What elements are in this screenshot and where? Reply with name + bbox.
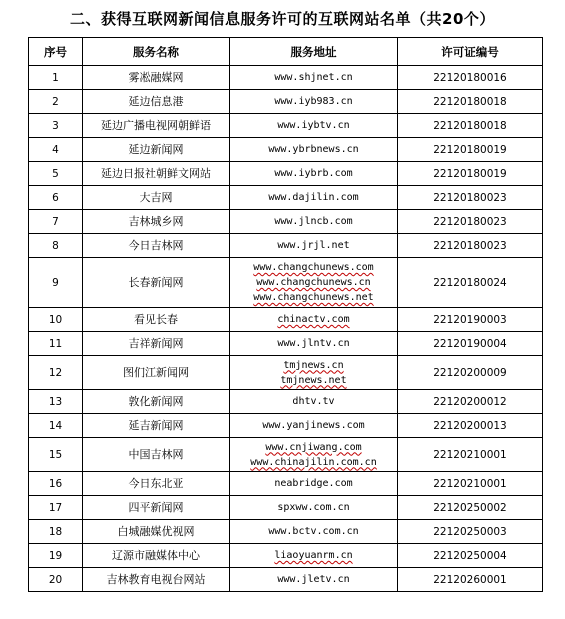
cell-service-name: 吉祥新闻网 bbox=[83, 332, 230, 356]
cell-service-address bbox=[230, 308, 398, 332]
service-url: neabridge.com bbox=[274, 478, 353, 489]
cell-license-number: 22120180023 bbox=[398, 186, 543, 210]
service-url: www.cnjiwang.com bbox=[265, 441, 362, 453]
table-row bbox=[29, 90, 543, 114]
cell-service-address bbox=[230, 520, 398, 544]
table-row bbox=[29, 308, 543, 332]
cell-no: 17 bbox=[29, 496, 83, 520]
header-license-number: 许可证编号 bbox=[398, 38, 543, 66]
cell-no: 5 bbox=[29, 162, 83, 186]
cell-license-number: 22120250003 bbox=[398, 520, 543, 544]
cell-service-name: 图们江新闻网 bbox=[83, 356, 230, 390]
cell-no: 11 bbox=[29, 332, 83, 356]
cell-no: 15 bbox=[29, 438, 83, 472]
table-row bbox=[29, 438, 543, 472]
service-url: www.iybtv.cn bbox=[277, 120, 350, 131]
cell-service-name: 辽源市融媒体中心 bbox=[83, 544, 230, 568]
cell-service-name: 雾凇融媒网 bbox=[83, 66, 230, 90]
cell-license-number: 22120180023 bbox=[398, 234, 543, 258]
cell-service-name: 延边信息港 bbox=[83, 90, 230, 114]
cell-license-number: 22120180024 bbox=[398, 258, 543, 308]
service-url: chinactv.com bbox=[277, 314, 350, 325]
service-url: www.changchunews.com bbox=[253, 262, 374, 273]
service-url: www.jlntv.cn bbox=[277, 338, 350, 349]
service-url: liaoyuanrm.cn bbox=[274, 550, 353, 561]
cell-no: 1 bbox=[29, 66, 83, 90]
cell-service-address bbox=[230, 544, 398, 568]
cell-license-number: 22120190003 bbox=[398, 308, 543, 332]
cell-license-number: 22120250004 bbox=[398, 544, 543, 568]
cell-no: 9 bbox=[29, 258, 83, 308]
table-row bbox=[29, 234, 543, 258]
table-row bbox=[29, 520, 543, 544]
cell-license-number: 22120200013 bbox=[398, 414, 543, 438]
header-service-name: 服务名称 bbox=[83, 38, 230, 66]
cell-license-number: 22120210001 bbox=[398, 438, 543, 472]
table-body bbox=[29, 66, 543, 592]
cell-service-address bbox=[230, 568, 398, 592]
cell-license-number: 22120180018 bbox=[398, 90, 543, 114]
license-table bbox=[28, 37, 543, 592]
cell-license-number: 22120180019 bbox=[398, 138, 543, 162]
service-url: www.chinajilin.com.cn bbox=[250, 456, 377, 468]
service-url: www.jlncb.com bbox=[274, 216, 353, 227]
service-url: www.iyb983.cn bbox=[274, 96, 353, 107]
table-row bbox=[29, 544, 543, 568]
table-row bbox=[29, 66, 543, 90]
cell-service-address bbox=[230, 114, 398, 138]
service-url: dhtv.tv bbox=[292, 396, 335, 407]
cell-no: 6 bbox=[29, 186, 83, 210]
cell-service-name: 延边日报社朝鲜文网站 bbox=[83, 162, 230, 186]
cell-service-address bbox=[230, 138, 398, 162]
cell-license-number: 22120210001 bbox=[398, 472, 543, 496]
cell-license-number: 22120200012 bbox=[398, 390, 543, 414]
header-no: 序号 bbox=[29, 38, 83, 66]
cell-service-name: 延边新闻网 bbox=[83, 138, 230, 162]
cell-no: 14 bbox=[29, 414, 83, 438]
table-row bbox=[29, 258, 543, 308]
cell-service-address bbox=[230, 162, 398, 186]
service-url: www.iybrb.com bbox=[274, 168, 353, 179]
cell-license-number: 22120180019 bbox=[398, 162, 543, 186]
cell-no: 20 bbox=[29, 568, 83, 592]
cell-no: 19 bbox=[29, 544, 83, 568]
service-url: www.ybrbnews.cn bbox=[268, 144, 359, 155]
cell-service-name: 延吉新闻网 bbox=[83, 414, 230, 438]
table-row bbox=[29, 472, 543, 496]
cell-license-number: 22120180023 bbox=[398, 210, 543, 234]
table-row bbox=[29, 186, 543, 210]
cell-no: 13 bbox=[29, 390, 83, 414]
table-row bbox=[29, 210, 543, 234]
service-url: tmjnews.net bbox=[280, 374, 347, 386]
service-url: www.changchunews.cn bbox=[256, 277, 371, 288]
cell-no: 2 bbox=[29, 90, 83, 114]
service-url: www.shjnet.cn bbox=[274, 72, 353, 83]
cell-service-name: 白城融媒优视网 bbox=[83, 520, 230, 544]
service-url: spxww.com.cn bbox=[277, 502, 350, 513]
service-url: www.yanjinews.com bbox=[262, 420, 365, 431]
table-row bbox=[29, 114, 543, 138]
cell-no: 4 bbox=[29, 138, 83, 162]
cell-no: 10 bbox=[29, 308, 83, 332]
table-header-row bbox=[29, 38, 543, 66]
cell-service-address bbox=[230, 234, 398, 258]
table-row bbox=[29, 356, 543, 390]
service-url: tmjnews.cn bbox=[283, 359, 344, 371]
cell-service-address bbox=[230, 356, 398, 390]
table-row bbox=[29, 332, 543, 356]
cell-service-name: 敦化新闻网 bbox=[83, 390, 230, 414]
cell-service-name: 大吉网 bbox=[83, 186, 230, 210]
cell-no: 12 bbox=[29, 356, 83, 390]
cell-no: 18 bbox=[29, 520, 83, 544]
cell-service-address bbox=[230, 186, 398, 210]
cell-service-address bbox=[230, 332, 398, 356]
cell-license-number: 22120200009 bbox=[398, 356, 543, 390]
service-url: www.changchunews.net bbox=[253, 292, 374, 303]
cell-no: 3 bbox=[29, 114, 83, 138]
cell-license-number: 22120260001 bbox=[398, 568, 543, 592]
table-row bbox=[29, 414, 543, 438]
cell-service-address bbox=[230, 66, 398, 90]
cell-service-address bbox=[230, 90, 398, 114]
cell-service-name: 今日东北亚 bbox=[83, 472, 230, 496]
page-title: 二、获得互联网新闻信息服务许可的互联网站名单（共20个） bbox=[70, 10, 495, 28]
cell-license-number: 22120190004 bbox=[398, 332, 543, 356]
cell-service-address bbox=[230, 258, 398, 308]
service-url: www.bctv.com.cn bbox=[268, 526, 359, 537]
cell-service-address bbox=[230, 472, 398, 496]
cell-license-number: 22120250002 bbox=[398, 496, 543, 520]
cell-service-address bbox=[230, 438, 398, 472]
table-row bbox=[29, 496, 543, 520]
table-row bbox=[29, 390, 543, 414]
service-url: www.jletv.cn bbox=[277, 574, 350, 585]
cell-service-address bbox=[230, 210, 398, 234]
cell-no: 7 bbox=[29, 210, 83, 234]
cell-service-name: 吉林教育电视台网站 bbox=[83, 568, 230, 592]
cell-service-name: 吉林城乡网 bbox=[83, 210, 230, 234]
cell-license-number: 22120180016 bbox=[398, 66, 543, 90]
cell-no: 8 bbox=[29, 234, 83, 258]
cell-service-name: 四平新闻网 bbox=[83, 496, 230, 520]
table-row bbox=[29, 568, 543, 592]
table-row bbox=[29, 162, 543, 186]
cell-license-number: 22120180018 bbox=[398, 114, 543, 138]
cell-no: 16 bbox=[29, 472, 83, 496]
cell-service-address bbox=[230, 496, 398, 520]
cell-service-address bbox=[230, 390, 398, 414]
cell-service-address bbox=[230, 414, 398, 438]
cell-service-name: 延边广播电视网朝鲜语 bbox=[83, 114, 230, 138]
service-url: www.jrjl.net bbox=[277, 240, 350, 251]
cell-service-name: 看见长春 bbox=[83, 308, 230, 332]
header-service-address: 服务地址 bbox=[230, 38, 398, 66]
cell-service-name: 中国吉林网 bbox=[83, 438, 230, 472]
cell-service-name: 今日吉林网 bbox=[83, 234, 230, 258]
cell-service-name: 长春新闻网 bbox=[83, 258, 230, 308]
service-url: www.dajilin.com bbox=[268, 192, 359, 203]
table-row bbox=[29, 138, 543, 162]
